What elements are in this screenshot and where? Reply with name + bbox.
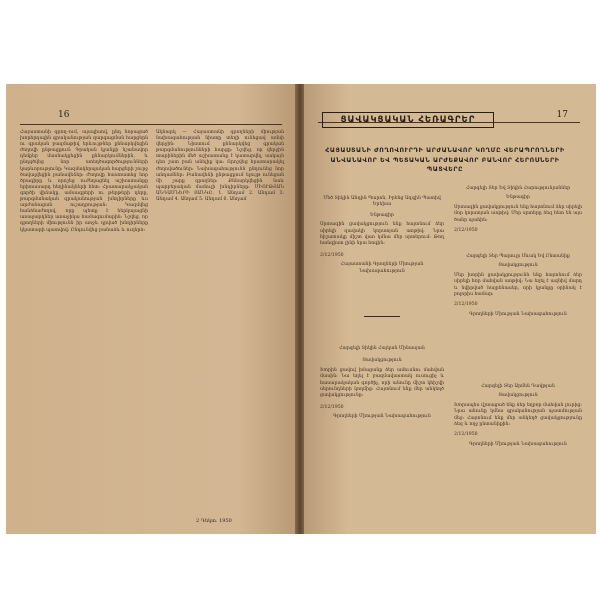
notice-1-header: Մեծ Տիկին Անդին Պարոն, Իրենց Ազգին Պատիվ Երեխա: [323, 196, 441, 208]
left-column-1: [20, 130, 148, 525]
notice-5-sign: Գրողների Միության Նախագահություն: [469, 441, 567, 447]
notice-4-sign: Գրողների Միության Նախագահություն: [469, 311, 567, 317]
notice-2-sign: Գրողների Միության Նախագահություն: [333, 414, 431, 420]
notice-5-sub: Ցավակցություն: [498, 393, 538, 399]
notice-block-4: [454, 254, 582, 318]
left-footer-date: 2 Դեկտ. 1950: [196, 518, 232, 524]
notice-2-text: Խորին ցավով իմացանք ձեր ամուսնու մահվան մասին։ Նա եղել է բազմավաստակ ուսուցիչ և հասարակական գործիչ, որի անունը միշտ կհիշվի սերունդների կողմից։ Հայտնում ենք մեր անկեղծ ցավակցությունը։: [320, 367, 444, 399]
notice-block-2: [320, 346, 444, 421]
notice-4-header: Հարգելի Տեր Պարույր Սևակ Եվ Ընտանիք: [466, 254, 570, 259]
notice-3-text: Սրտագին ցավակցություն ենք հայտնում ձեր սիրելի մոր կորստյան առթիվ։ Մեր սրտերը ձեզ հետ են այս ծանր պահին։: [454, 204, 582, 223]
notice-block-1: [320, 196, 444, 275]
notice-2-date: 2/12/1950: [320, 404, 344, 410]
divider-1: [364, 316, 400, 317]
notice-5-date: 2/12/1950: [454, 432, 478, 438]
notice-3-date: 2/12/1950: [454, 228, 478, 234]
open-book-spread: [6, 84, 596, 534]
left-page-number: 16: [58, 110, 70, 120]
notice-3-header: Հարգելի Տեր Եվ Տիկին Հարությունյաններ: [465, 186, 571, 191]
notice-4-date: 2/12/1950: [454, 302, 478, 308]
notice-2-sub: Ցավակցություն: [362, 358, 402, 364]
left-column-2-text: Ակնարկ — Հայաստանի գրողների միության նախագահության նիստը տեղի ունեցավ ամսի վերջին։ Նիստում քննարկվեց գրական թարգմանությունների հարցը։ Նշվեց, որ վերջին տարիներին մեծ աշխատանք է կատարվել, սակայն դեռ շատ բան անելիք կա։ Որոշվեց հրատարակել ժողովածուներ։ Նախագահությունն ընդունեց նոր անդամներ։ Բանավեճի ընթացքում ելույթ ունեցան մի շարք գրողներ։ Քննարկվեցին նաև պարբերական մամուլի խնդիրները։ ՄԻՈՒԹՅԱՆ ԱՆԴԱՄՆԵՐԻ ՑԱՆԿԸ. 1. Անդամ 2. Անդամ 3. Անդամ 4. Անդամ 5. Անդամ 6. Անդամ: [156, 130, 284, 203]
notice-block-3: [454, 186, 582, 234]
notice-5-header: Հարգելի Տեր Արմեն Դավթյան: [481, 384, 555, 389]
notice-1-sign: Հայաստանի Գրողների Միության Նախագահություն: [340, 262, 424, 274]
left-column-1-text: Հայաստանի գրող–ում, այսպիսով, ընդ նորացած խորհրդային գրականության զարգացման հարցերն ու գրական բազմաթիվ երևույթներ քննարկվեցին ժողովի ընթացքում։ Գրական կյանքի նշանավոր դեմքեր մասնակցեցին քննարկումներին, և ընդգծվեց նոր ստեղծագործությունների կարևորությունը։ Կազմակերպական հարցերի շուրջ ծավալվեցին բանավեճեր։ Ժողովը հաստատեց նոր ծրագիրը և որոշեց ուժեղացնել աշխատանքը երիտասարդ հեղինակների հետ։ Հրատարակչական գործի վիճակը, ամսագրերի ու թերթերի դերը, թարգմանական գրականության խնդիրները ևս արժանացան ուշադրության։ Կազմվեց հանձնաժողով, որը պետք է ներկայացնի առաջարկներ առաջիկա համագումարին։ Նշվեց, որ գրողների միությունն իր առջև դրված խնդիրները կկատարի պատվով։ Ընդունվեց բանաձև և ուղերձ։: [20, 130, 148, 233]
right-page: [304, 84, 596, 534]
notice-3-sub: Ենթագիր: [506, 195, 530, 201]
notice-4-sub: Ցավակցություն: [498, 263, 538, 269]
notice-1-sub: Ենթագիր: [370, 212, 394, 218]
left-column-2: [156, 130, 284, 515]
left-page: [6, 84, 296, 534]
notice-2-header: Հարգելի Տիկին Հայկան Մինասյան: [339, 346, 425, 351]
notice-5-text: Խորապես վշտացած ենք ձեր եղբոր մահվան լուրից։ Նրա անունը կմնա գրականության պատմության մեջ։ Հայտնում ենք մեր անկեղծ ցավակցությունը ձեզ և ողջ ընտանիքին։: [454, 402, 582, 428]
notice-block-5: [454, 384, 582, 448]
main-headline: ՀԱՅԱՍՏԱՆԻ ԺՈՂՈՎՈՒՐԴԻ ԱՐԺԱՆԱՎՈՐ ԿՈՂՄԸ ՎԵՐԱՊՐՈՂՆԵՐԻ ԱՆՎԱՆԱՎՈՐ ԵՎ ՊԵՏԱԿԱՆ ԱՐԺԵՔԱՎՈՐ ԲԱՆՎՈՐ ՀԵՐՈՍՆԵՐԻ ՊԱՏՎԵՐԸ: [325, 147, 565, 173]
section-title: ՑԱՎԱԿՑԱԿԱՆ ՀԵՌԱԳՐԵՐ: [322, 112, 494, 128]
notice-1-date: 2/12/1950: [320, 252, 344, 258]
left-header-rule: [20, 124, 282, 125]
notice-1-text: Սրտագին ցավակցություն ենք հայտնում ձեր սիրելի զավակի կորստյան առթիվ։ Նրա հիշատակը միշտ վառ կմնա մեր սրտերում։ Թող հանգիստ լինի նրա հոգին։: [320, 222, 444, 247]
notice-4-text: Մեր խորին ցավակցությունն ենք հայտնում ձեր սիրելի հոր մահվան առթիվ։ Նա եղել է ազնիվ մարդ և նվիրված հայրենասեր, որի կյանքը օրինակ է բոլորիս համար։: [454, 272, 582, 298]
right-page-number: 17: [556, 110, 568, 120]
